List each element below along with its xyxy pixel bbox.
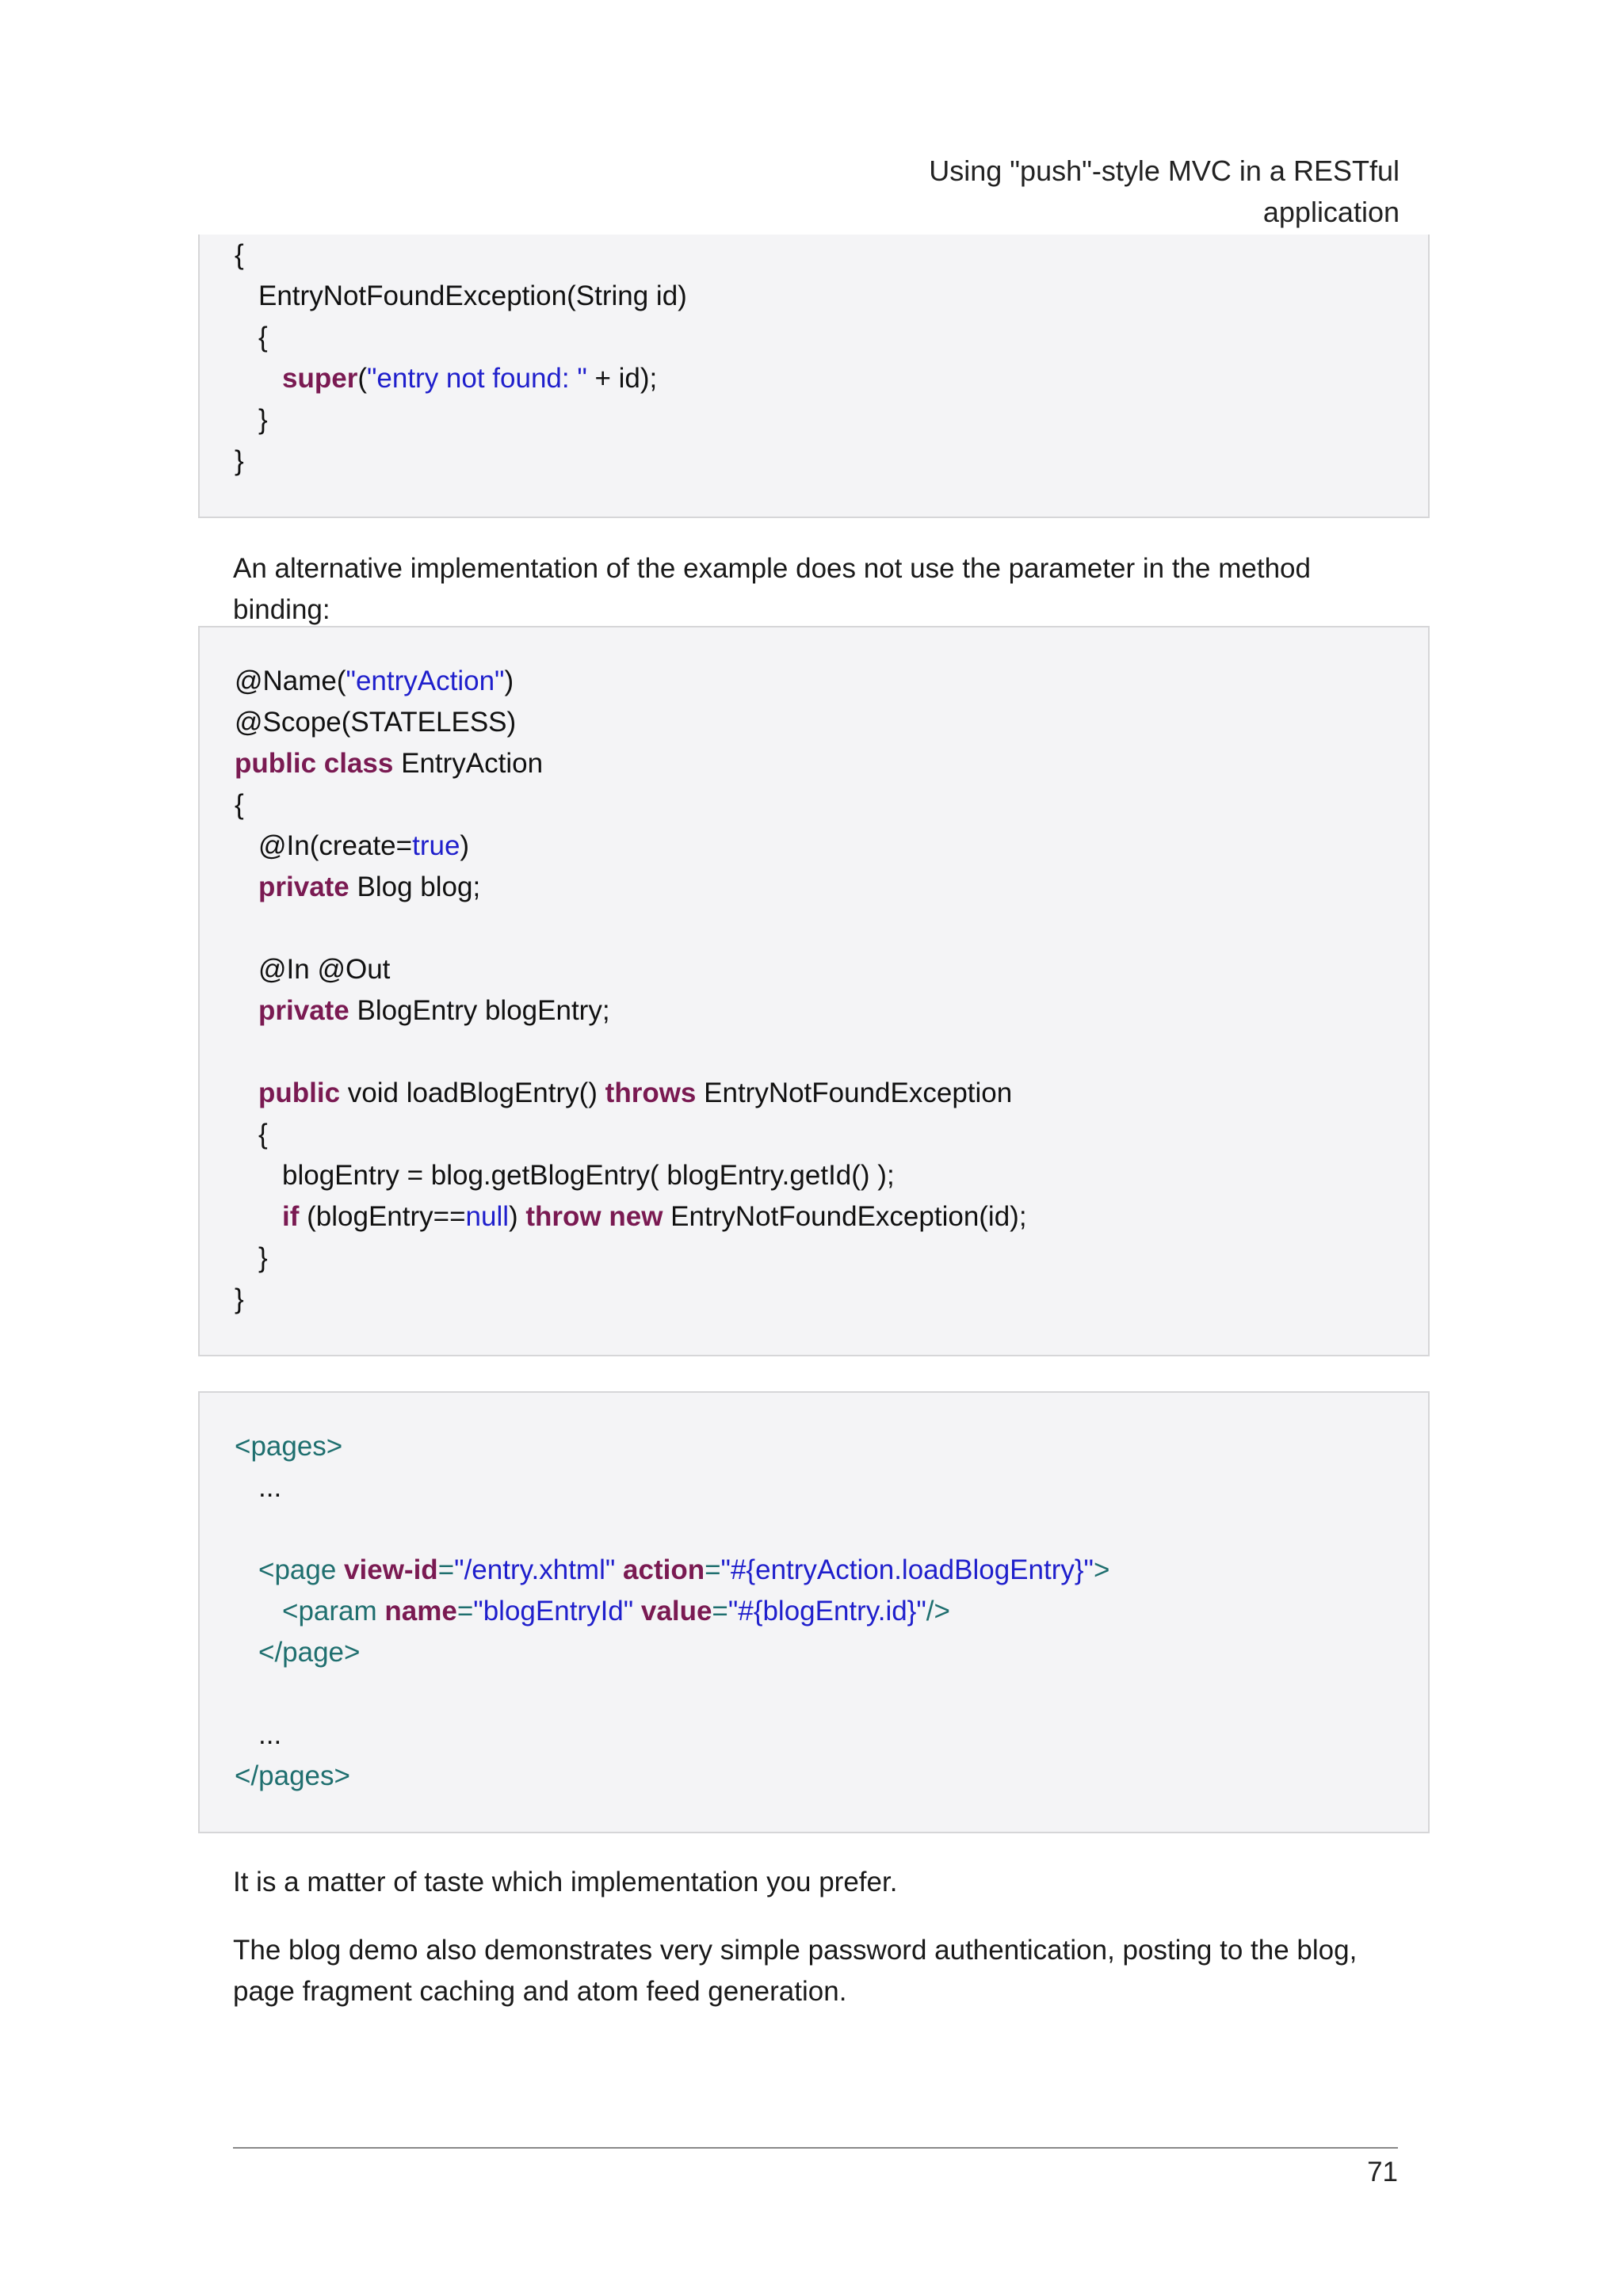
code-line: EntryNotFoundException(String id)	[258, 280, 687, 311]
code-line: public class EntryAction	[235, 748, 544, 779]
header-title-line-1: Using "push"-style MVC in a RESTful	[929, 154, 1400, 187]
code-line: </page>	[258, 1637, 361, 1668]
footer-divider	[233, 2147, 1398, 2149]
code-line: {	[258, 1119, 268, 1150]
code-line: }	[258, 404, 268, 435]
code-line: }	[258, 1242, 268, 1273]
code-line: public void loadBlogEntry() throws EntryNotFoundException	[258, 1077, 1013, 1108]
code-line: }	[235, 1283, 244, 1314]
code-line: @Scope(STATELESS)	[235, 707, 517, 738]
page-number: 71	[1367, 2157, 1398, 2187]
code-line: {	[235, 789, 244, 820]
code-line: blogEntry = blog.getBlogEntry( blogEntry.getId() );	[282, 1160, 895, 1191]
code-blank-line	[235, 1508, 1428, 1550]
code-line: ...	[258, 1719, 282, 1750]
code-line: <page view-id="/entry.xhtml" action="#{entryAction.loadBlogEntry}">	[258, 1554, 1110, 1585]
header-title-line-2: application	[1262, 196, 1400, 228]
code-block-exception-class	[198, 235, 1430, 518]
code-line: @In @Out	[258, 954, 391, 985]
code-line: @Name("entryAction")	[235, 666, 514, 696]
code-line: super("entry not found: " + id);	[282, 363, 658, 394]
code-block-pages-xml	[198, 1391, 1430, 1833]
body-paragraph: It is a matter of taste which implementation you prefer.	[233, 1867, 898, 1897]
code-line: {	[258, 322, 268, 353]
code-blank-line	[235, 908, 1428, 949]
body-paragraph: The blog demo also demonstrates very simple password authentication, posting to the blog, page fragment caching and atom feed generation.	[233, 1935, 1358, 2007]
code-line: }	[235, 445, 244, 476]
code-line: @In(create=true)	[258, 830, 470, 861]
code-line: if (blogEntry==null) throw new EntryNotFoundException(id);	[282, 1201, 1027, 1232]
code-line: ...	[258, 1472, 282, 1503]
code-line: {	[235, 239, 244, 270]
body-paragraph: An alternative implementation of the example does not use the parameter in the method binding:	[233, 553, 1311, 625]
code-line: </pages>	[235, 1760, 350, 1791]
code-blank-line	[235, 1673, 1428, 1714]
code-block-entry-action	[198, 626, 1430, 1356]
code-blank-line	[235, 1032, 1428, 1073]
code-line: private Blog blog;	[258, 871, 481, 902]
code-line: <pages>	[235, 1431, 343, 1462]
running-header	[845, 151, 1400, 233]
code-line: private BlogEntry blogEntry;	[258, 995, 610, 1026]
code-line: <param name="blogEntryId" value="#{blogEntry.id}"/>	[282, 1596, 950, 1627]
